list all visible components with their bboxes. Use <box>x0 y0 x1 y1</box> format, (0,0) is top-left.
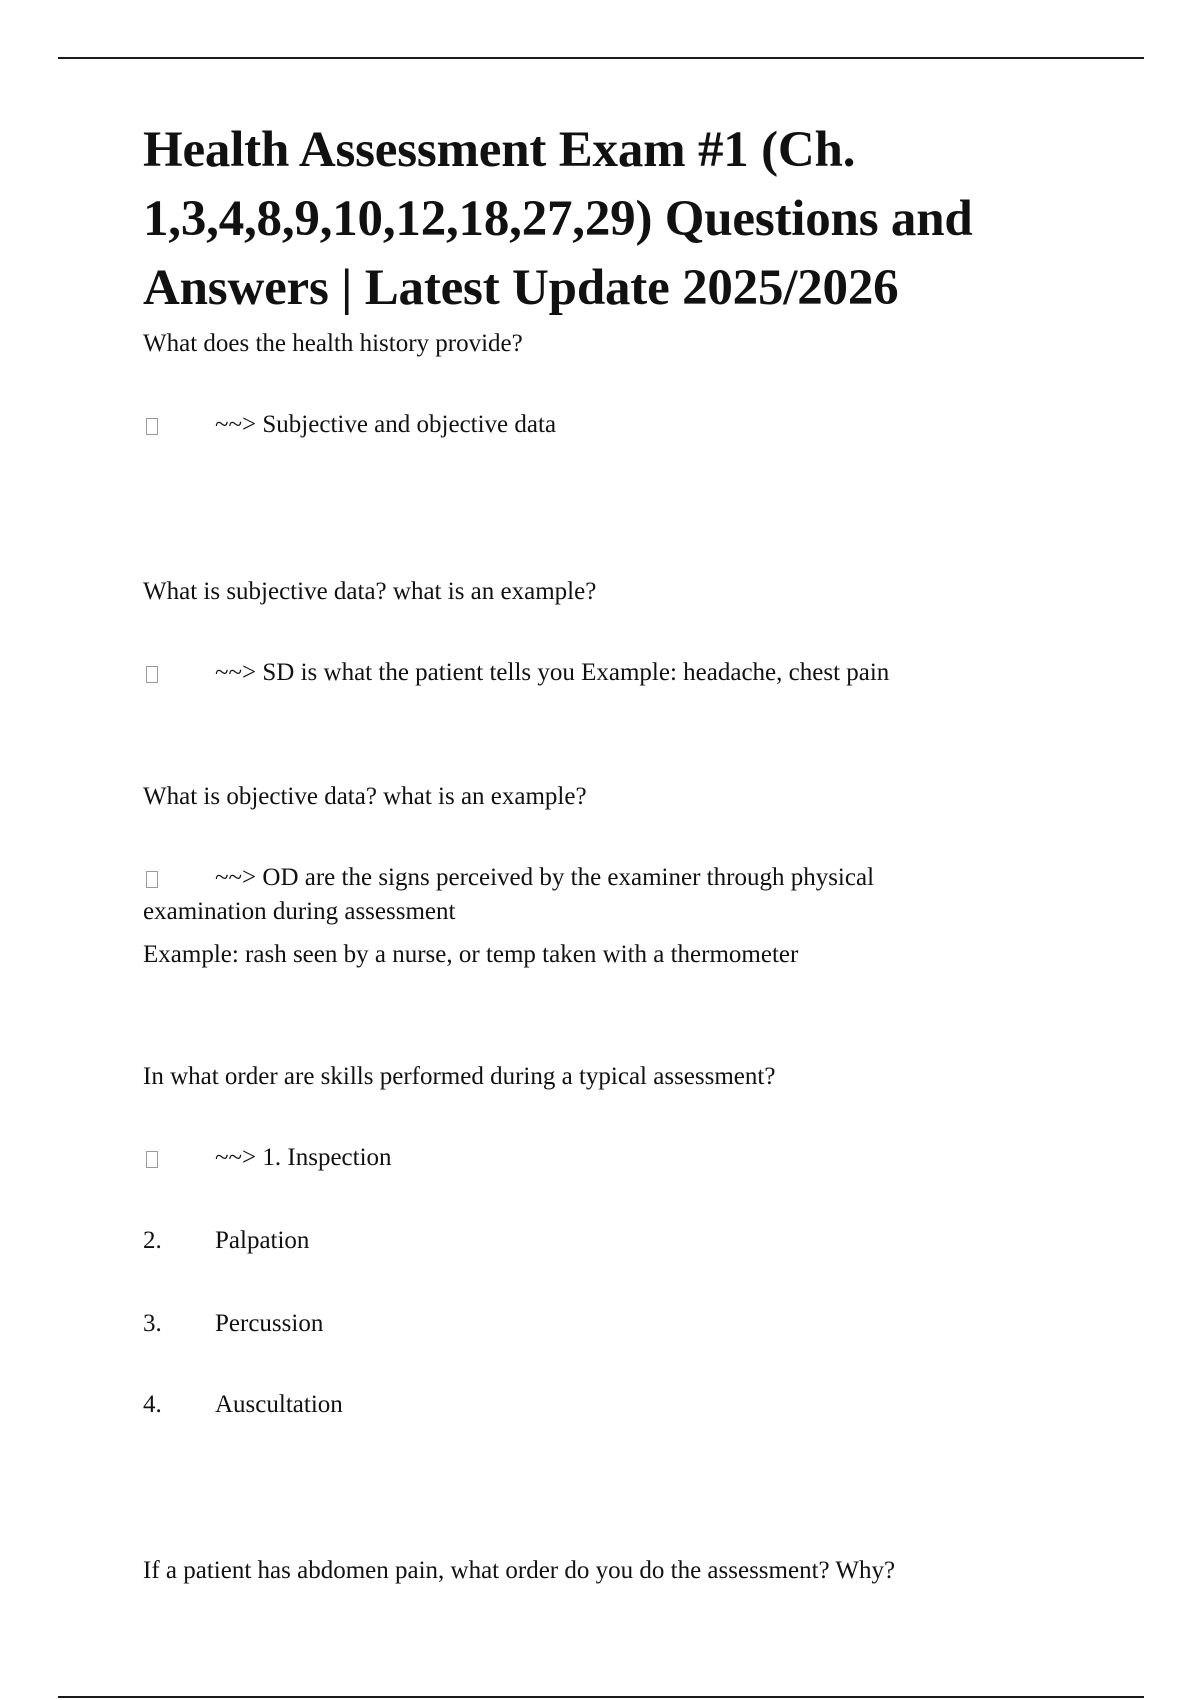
answer-2: ~~> SD is what the patient tells you Example: headache, chest pain <box>215 659 890 686</box>
bottom-rule <box>58 1696 1144 1698</box>
answer-3-line-2: examination during assessment <box>143 898 456 925</box>
answer-4: ~~> 1. Inspection <box>215 1144 392 1171</box>
top-rule <box>58 57 1144 59</box>
list-item: Palpation <box>215 1227 310 1254</box>
question-1: What does the health history provide? <box>143 330 523 357</box>
question-4: In what order are skills performed during a typical assessment? <box>143 1063 776 1090</box>
question-3: What is objective data? what is an example? <box>143 783 587 810</box>
question-2: What is subjective data? what is an example? <box>143 578 597 605</box>
answer-1: ~~> Subjective and objective data <box>215 411 557 438</box>
question-5: If a patient has abdomen pain, what order do you do the assessment? Why? <box>143 1557 896 1584</box>
answer-3-line-1: ~~> OD are the signs perceived by the examiner through physical <box>215 864 875 891</box>
list-number: 3. <box>143 1310 162 1337</box>
list-item: Auscultation <box>215 1391 343 1418</box>
checkbox-icon <box>146 871 158 888</box>
checkbox-icon <box>146 1151 158 1168</box>
checkbox-icon <box>146 418 158 435</box>
list-number: 2. <box>143 1227 162 1254</box>
checkbox-icon <box>146 666 158 683</box>
answer-3-line-3: Example: rash seen by a nurse, or temp taken with a thermometer <box>143 941 799 968</box>
document-title: Health Assessment Exam #1 (Ch. 1,3,4,8,9,10,12,18,27,29) Questions and Answers | Latest Update 2025/2026 <box>143 122 973 316</box>
list-item: Percussion <box>215 1310 324 1337</box>
list-number: 4. <box>143 1391 162 1418</box>
